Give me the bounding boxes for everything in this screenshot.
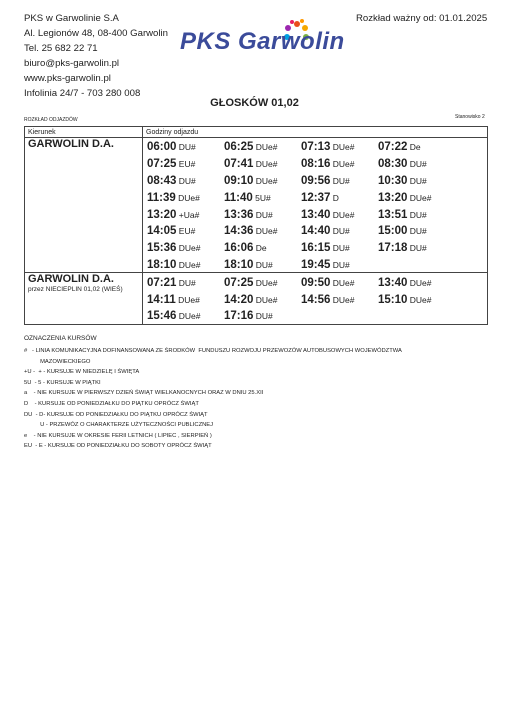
direction-via: przez NIECIEPLIN 01,02 (WIEŚ) bbox=[28, 286, 123, 294]
departure-time bbox=[297, 255, 374, 273]
departure-code: DU# bbox=[253, 259, 273, 270]
company-email: biuro@pks-garwolin.pl bbox=[24, 58, 120, 69]
departure-hour: 13:51 bbox=[378, 208, 408, 221]
departure-row bbox=[143, 222, 487, 239]
legend-line: 5U - 5 - KURSUJE W PIĄTKI bbox=[24, 379, 101, 386]
legend-line: e - NIE KURSUJE W OKRESIE FERII LETNICH ( LIPIEC , SIERPIEŃ ) bbox=[24, 432, 212, 439]
departure-code: DUe# bbox=[407, 192, 432, 203]
departure-code: DUe# bbox=[175, 294, 200, 305]
legend-line: # - LINIA KOMUNIKACYJNA DOFINANSOWANA ZE ŚRODKÓW FUNDUSZU ROZWOJU PRZEWOZÓW AUTOBUSOWYCH WOJEWÓDZTWA bbox=[24, 348, 402, 354]
company-website: www.pks-garwolin.pl bbox=[24, 73, 111, 84]
company-address: Al. Legionów 48, 08-400 Garwolin bbox=[24, 28, 168, 39]
stand-label: Stanowisko 2 bbox=[455, 114, 485, 120]
departure-time bbox=[374, 137, 451, 155]
departure-hour: 14:11 bbox=[147, 293, 176, 306]
departure-hour: 07:13 bbox=[301, 141, 331, 154]
departure-code: DU# bbox=[330, 243, 350, 254]
departure-hour: 17:16 bbox=[224, 310, 254, 323]
header-direction: Kierunek bbox=[25, 127, 143, 138]
departure-hour: 06:00 bbox=[147, 141, 177, 154]
pks-logo bbox=[180, 22, 350, 62]
departure-code: DUe# bbox=[253, 159, 278, 170]
departure-code: DUe# bbox=[175, 192, 200, 203]
departure-time bbox=[374, 171, 451, 189]
departure-time bbox=[143, 238, 220, 256]
departure-hour: 08:43 bbox=[147, 175, 177, 187]
departure-hour: 15:00 bbox=[378, 225, 408, 238]
departure-time bbox=[220, 255, 297, 273]
departure-time bbox=[220, 205, 297, 223]
header-times: Godziny odjazdu bbox=[143, 127, 488, 138]
departure-row bbox=[143, 290, 487, 307]
departure-time bbox=[374, 205, 451, 223]
departure-code: DU# bbox=[407, 226, 427, 237]
legend-line: a - NIE KURSUJE W PIERWSZY DZIEŃ ŚWIĄT WIELKANOCNYCH ORAZ W DNIU 25.XII bbox=[24, 390, 264, 397]
departure-time bbox=[297, 154, 374, 172]
departure-hour: 09:56 bbox=[301, 175, 331, 187]
departure-code: DUe# bbox=[330, 142, 355, 153]
departure-hour: 10:30 bbox=[378, 175, 408, 187]
departure-code: DUe# bbox=[330, 209, 355, 220]
departure-row bbox=[143, 273, 487, 290]
departure-time bbox=[374, 273, 451, 291]
departure-time bbox=[143, 221, 220, 239]
departure-code: DU# bbox=[330, 259, 350, 270]
departure-hour: 07:22 bbox=[378, 141, 408, 154]
departure-code: DU# bbox=[176, 176, 196, 186]
departure-hour: 08:16 bbox=[301, 158, 331, 171]
company-name: PKS w Garwolinie S.A bbox=[24, 13, 119, 24]
departure-time bbox=[143, 306, 220, 324]
schedule-table bbox=[24, 126, 488, 325]
departure-time bbox=[220, 238, 297, 256]
direction-cell bbox=[25, 138, 143, 273]
departure-hour: 16:06 bbox=[224, 242, 254, 255]
company-infoline: Infolinia 24/7 - 703 280 008 bbox=[24, 88, 141, 99]
departure-time bbox=[220, 306, 297, 324]
departure-code: DUe# bbox=[330, 277, 355, 288]
departure-time bbox=[220, 188, 297, 206]
departure-row bbox=[143, 256, 487, 273]
departure-time bbox=[297, 221, 374, 239]
table-header-row bbox=[25, 127, 488, 138]
departure-hour: 14:36 bbox=[224, 225, 254, 238]
departure-hour: 15:46 bbox=[147, 310, 177, 323]
legend-line: D - KURSUJE OD PONIEDZIAŁKU DO PIĄTKU OPRÓCZ ŚWIĄT bbox=[24, 400, 199, 407]
departure-code: DU# bbox=[407, 209, 427, 220]
departure-time bbox=[297, 238, 374, 256]
departure-time bbox=[143, 188, 220, 206]
departure-code: DUe# bbox=[253, 176, 278, 186]
departure-time bbox=[297, 137, 374, 155]
departure-time bbox=[297, 171, 374, 189]
departure-time bbox=[374, 188, 451, 206]
departure-row bbox=[143, 307, 487, 324]
departure-time bbox=[297, 188, 374, 206]
departure-time bbox=[374, 238, 451, 256]
direction-cell bbox=[25, 273, 143, 324]
departure-code: 5U# bbox=[252, 192, 271, 203]
departure-time bbox=[143, 154, 220, 172]
departure-hour: 13:20 bbox=[378, 191, 408, 204]
times-cell bbox=[143, 138, 488, 273]
departure-code: De bbox=[407, 142, 421, 153]
departure-time bbox=[220, 221, 297, 239]
departure-hour: 12:37 bbox=[301, 191, 331, 204]
departure-time bbox=[220, 154, 297, 172]
departure-code: DUe# bbox=[330, 294, 355, 305]
departure-time bbox=[143, 171, 220, 189]
departure-code: DUe# bbox=[176, 311, 201, 322]
departure-hour: 15:10 bbox=[378, 293, 408, 306]
departure-hour: 14:20 bbox=[224, 293, 254, 306]
direction-name: GARWOLIN D.A. bbox=[28, 273, 114, 286]
departure-time bbox=[143, 205, 220, 223]
departure-time bbox=[143, 255, 220, 273]
departure-time bbox=[297, 205, 374, 223]
departure-code: DU# bbox=[176, 142, 196, 153]
departure-hour: 19:45 bbox=[301, 258, 331, 271]
stop-title: GŁOSKÓW 01,02 bbox=[210, 97, 299, 109]
departure-hour: 13:40 bbox=[378, 276, 408, 289]
departure-hour: 13:20 bbox=[147, 208, 177, 221]
departure-hour: 13:36 bbox=[224, 208, 254, 221]
departure-hour: 11:39 bbox=[147, 191, 176, 204]
departure-code: DUe# bbox=[253, 294, 278, 305]
departure-code: DUe# bbox=[253, 277, 278, 288]
departure-code: DUe# bbox=[330, 159, 355, 170]
departure-code: D bbox=[330, 192, 339, 203]
direction-name: GARWOLIN D.A. bbox=[28, 138, 114, 150]
departure-hour: 16:15 bbox=[301, 242, 331, 255]
departure-hour: 17:18 bbox=[378, 242, 408, 255]
section-row bbox=[25, 273, 488, 324]
departure-hour: 07:25 bbox=[224, 276, 254, 289]
departure-row bbox=[143, 172, 487, 189]
departure-code: DUe# bbox=[407, 294, 432, 305]
departure-code: DU# bbox=[330, 176, 350, 186]
departure-code: DUe# bbox=[407, 277, 432, 288]
departure-hour: 15:36 bbox=[147, 242, 177, 255]
departure-time bbox=[220, 273, 297, 291]
departure-time bbox=[297, 290, 374, 308]
legend-line: DU - D- KURSUJE OD PONIEDZIAŁKU DO PIĄTKU OPRÓCZ ŚWIĄT bbox=[24, 411, 208, 418]
legend-line: EU - E - KURSUJE OD PONIEDZIAŁKU DO SOBOTY OPRÓCZ ŚWIĄT bbox=[24, 443, 212, 450]
departure-code: DU# bbox=[407, 176, 427, 186]
departure-hour: 07:25 bbox=[147, 158, 177, 171]
departure-time bbox=[143, 290, 220, 308]
departure-time bbox=[374, 154, 451, 172]
legend bbox=[24, 346, 402, 452]
departure-hour: 18:10 bbox=[147, 258, 177, 271]
departure-hour: 08:30 bbox=[378, 158, 408, 171]
departure-hour: 13:40 bbox=[301, 208, 331, 221]
departure-code: DUe# bbox=[176, 243, 201, 254]
departure-code: DUe# bbox=[176, 259, 201, 270]
departure-code: DU# bbox=[253, 209, 273, 220]
times-cell bbox=[143, 273, 488, 324]
legend-line: MAZOWIECKIEGO bbox=[24, 358, 91, 365]
departure-hour: 14:40 bbox=[301, 225, 331, 238]
departure-hour: 06:25 bbox=[224, 141, 254, 154]
departure-hour: 11:40 bbox=[224, 191, 253, 204]
departure-row bbox=[143, 188, 487, 205]
departure-code: DU# bbox=[407, 243, 427, 254]
departure-code: DUe# bbox=[253, 226, 278, 237]
departure-hour: 14:05 bbox=[147, 225, 177, 238]
departure-code: De bbox=[253, 243, 267, 254]
departure-time bbox=[143, 273, 220, 291]
validity-date: Rozkład ważny od: 01.01.2025 bbox=[356, 13, 488, 24]
legend-line: +U - + - KURSUJE W NIEDZIELĘ I ŚWIĘTA bbox=[24, 369, 140, 376]
departure-hour: 07:41 bbox=[224, 158, 254, 171]
departure-hour: 09:50 bbox=[301, 276, 331, 289]
departure-hour: 09:10 bbox=[224, 175, 254, 187]
departure-hour: 07:21 bbox=[147, 276, 177, 289]
departure-code: DUe# bbox=[253, 142, 278, 153]
departure-row bbox=[143, 138, 487, 155]
company-info bbox=[24, 11, 168, 101]
departure-time bbox=[220, 171, 297, 189]
departure-code: DU# bbox=[407, 159, 427, 170]
departure-time bbox=[374, 290, 451, 308]
departure-code: DU# bbox=[330, 226, 350, 237]
departure-row bbox=[143, 239, 487, 256]
logo-text: PKS Garwolin bbox=[180, 28, 345, 55]
legend-line: U - PRZEWÓZ O CHARAKTERZE UŻYTECZNOŚCI PUBLICZNEJ bbox=[24, 422, 214, 429]
departure-code: +Ua# bbox=[176, 209, 200, 220]
departure-time bbox=[220, 137, 297, 155]
departure-row bbox=[143, 155, 487, 172]
company-phone: Tel. 25 682 22 71 bbox=[24, 43, 98, 54]
departure-hour: 18:10 bbox=[224, 258, 254, 271]
departure-code: DU# bbox=[176, 277, 196, 288]
departure-time bbox=[143, 137, 220, 155]
departure-code: EU# bbox=[176, 159, 196, 170]
schedule-label: ROZKŁAD ODJAZDÓW bbox=[24, 117, 78, 123]
departure-code: EU# bbox=[176, 226, 196, 237]
departure-row bbox=[143, 205, 487, 222]
departure-hour: 14:56 bbox=[301, 293, 331, 306]
section-row bbox=[25, 138, 488, 273]
departure-code: DU# bbox=[253, 311, 273, 322]
departure-time bbox=[374, 221, 451, 239]
departure-time bbox=[220, 290, 297, 308]
legend-title: OZNACZENIA KURSÓW bbox=[24, 335, 97, 342]
departure-time bbox=[297, 273, 374, 291]
